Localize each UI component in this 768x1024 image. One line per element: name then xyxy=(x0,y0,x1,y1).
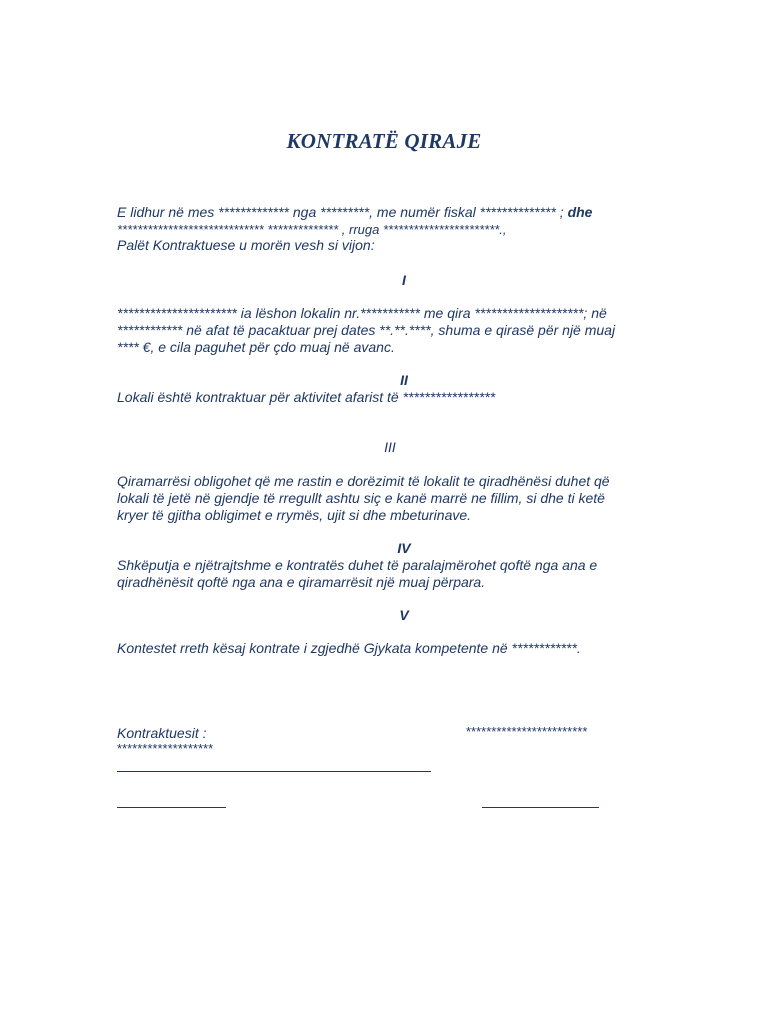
section-1-heading: I xyxy=(402,272,406,288)
signature-line-long xyxy=(117,771,431,772)
section-5-line-1: Kontestet rreth kësaj kontrate i zgjedhë Gjykata kompetente në ************. xyxy=(117,640,581,656)
section-5-heading: V xyxy=(399,607,409,623)
section-2-heading: II xyxy=(400,372,408,388)
signature-left-stars: ******************* xyxy=(117,741,214,756)
section-4-line-2: qiradhënësit qoftë nga ana e qiramarrësit një muaj përpara. xyxy=(117,574,486,590)
section-1-line-3: **** €, e cila paguhet për çdo muaj në avanc. xyxy=(117,339,395,355)
section-1-line-2: ************ në afat të pacaktuar prej dates **.**.****, shuma e qirasë për një muaj xyxy=(117,322,616,338)
intro-line-1 xyxy=(117,204,592,221)
section-3-line-3: kryer të gjitha obligimet e rrymës, ujit si dhe mbeturinave. xyxy=(117,507,472,523)
signature-line-left xyxy=(117,807,226,808)
section-2-line-1: Lokali është kontraktuar për aktivitet afarist të ***************** xyxy=(117,389,496,405)
signatures-label: Kontraktuesit : xyxy=(117,725,207,741)
intro-line-3: Palët Kontraktuese u morën vesh si vijon: xyxy=(117,237,375,253)
section-3-line-1: Qiramarrësi obligohet që me rastin e dorëzimit të lokalit te qiradhënësi duhet që xyxy=(117,473,610,489)
signature-line-right xyxy=(482,807,599,808)
section-4-line-1: Shkëputja e njëtrajtshme e kontratës duhet të paralajmërohet qoftë nga ana e xyxy=(117,557,598,573)
intro-line-1-text: E lidhur në mes ************* nga *********, me numër fiskal ************** ; xyxy=(117,204,568,220)
intro-line-1-bold: dhe xyxy=(567,204,593,220)
section-3-heading: III xyxy=(384,439,396,455)
section-3-line-2: lokali të jetë në gjendje të rregullt ashtu siç e kanë marrë ne fillim, si dhe ti ketë xyxy=(117,490,605,506)
signature-right-stars: ************************ xyxy=(466,724,588,739)
document-title: KONTRATË QIRAJE xyxy=(286,129,482,153)
section-4-heading: IV xyxy=(397,540,411,556)
intro-line-2: ***************************** ************** , rruga ***********************., xyxy=(117,222,507,237)
section-1-line-1: ********************** ia lëshon lokalin nr.*********** me qira ********************; në xyxy=(117,305,607,321)
